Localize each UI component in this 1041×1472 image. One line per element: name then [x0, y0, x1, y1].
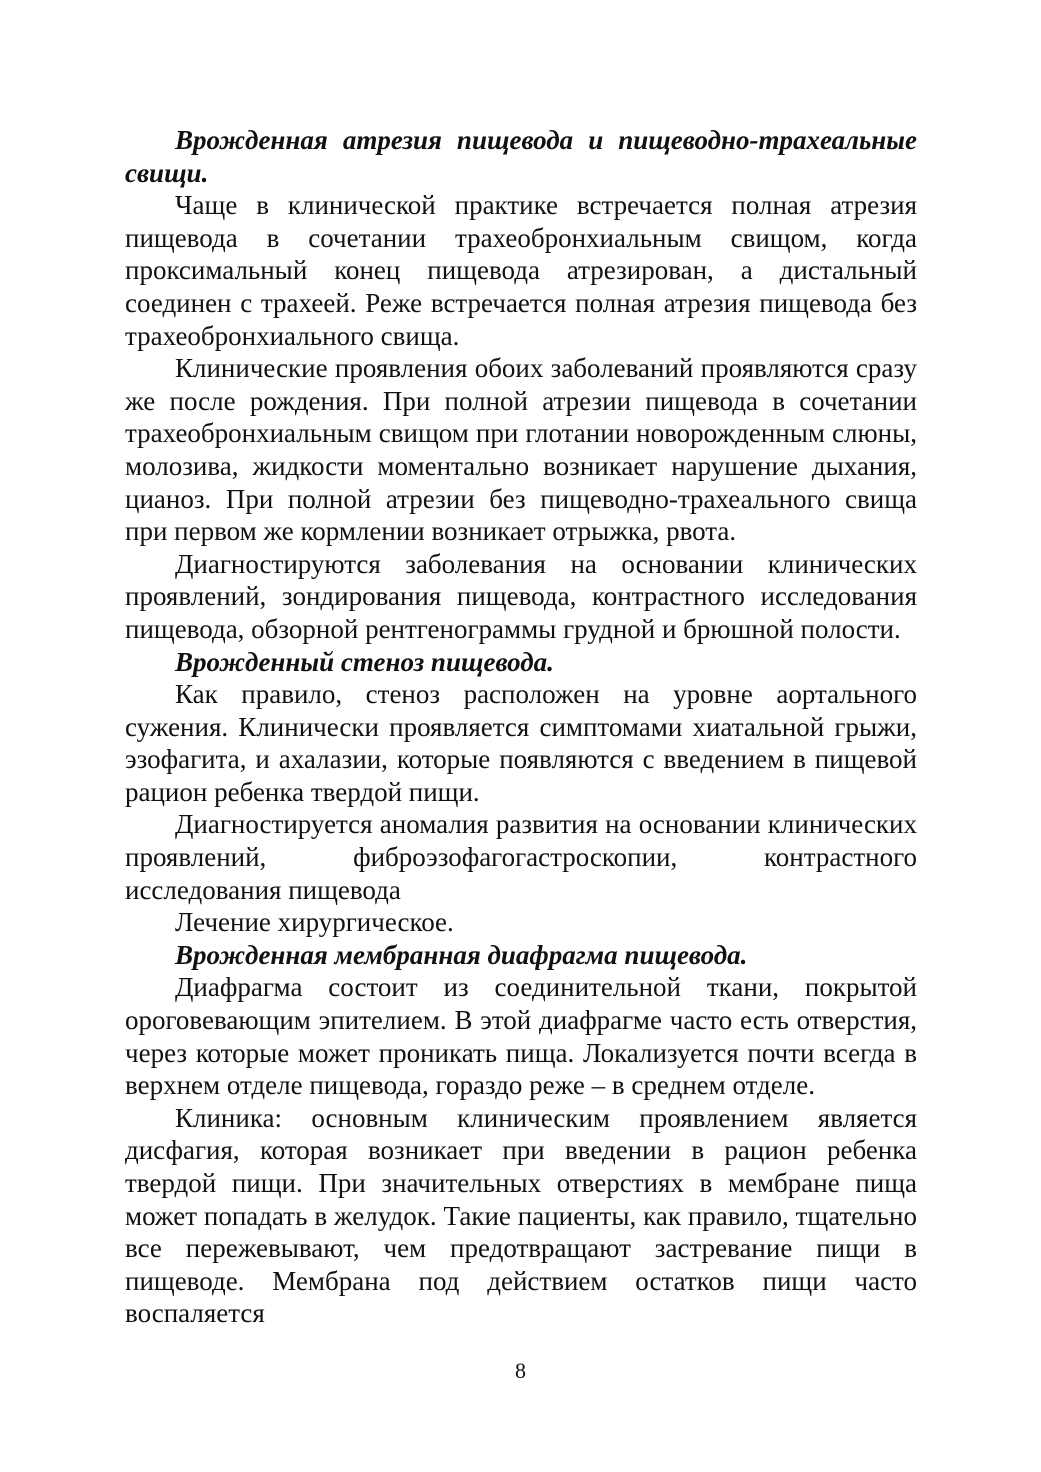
paragraph: Диафрагма состоит из соединительной ткани, покрытой ороговевающим эпителием. В этой диафрагме часто есть отверстия, через которые может проникать пища. Локализуется почти всегда в верхнем отделе пищевода, гораздо реже – в среднем отделе.	[125, 972, 917, 1101]
paragraph: Как правило, стеноз расположен на уровне аортального сужения. Клинически проявляется симптомами хиатальной грыжи, эзофагита, и ахалазии, которые появляются с введением в пищевой рацион ребенка твердой пищи.	[125, 679, 917, 807]
paragraph: Лечение хирургическое.	[175, 907, 454, 938]
paragraph: Диагностируется аномалия развития на основании клинических проявлений, фиброэзофагогастроскопии, контрастного исследования пищевода	[125, 809, 917, 905]
section-heading-stenosis: Врожденный стеноз пищевода.	[175, 646, 554, 677]
page-number: 8	[515, 1358, 526, 1383]
paragraph: Чаще в клинической практике встречается полная атрезия пищевода в сочетании трахеобронхиальным свищом, когда проксимальный конец пищевода атрезирован, а дистальный соединен с трахеей. Реже встречается полная атрезия пищевода без трахеобронхиального свища.	[125, 190, 917, 351]
paragraph: Клинические проявления обоих заболеваний проявляются сразу же после рождения. При полной атрезии пищевода в сочетании трахеобронхиальным свищом при глотании новорожденным слюны, молозива, жидкости моментально возникает нарушение дыхания, цианоз. При полной атрезии без пищеводно-трахеального свища при первом же кормлении возникает отрыжка, рвота.	[125, 353, 917, 547]
section-heading-atresia: Врожденная атрезия пищевода и пищеводно-трахеальные свищи.	[125, 125, 917, 188]
paragraph: Диагностируются заболевания на основании клинических проявлений, зондирования пищевода, контрастного исследования пищевода, обзорной рентгенограммы грудной и брюшной полости.	[125, 548, 917, 644]
page-body	[125, 124, 917, 1330]
section-heading-membrane: Врожденная мембранная диафрагма пищевода.	[175, 939, 748, 970]
paragraph: Клиника: основным клиническим проявлением является дисфагия, которая возникает при введении в рацион ребенка твердой пищи. При значительных отверстиях в мембране пища может попадать в желудок. Такие пациенты, как правило, тщательно все пережевывают, чем предотвращают застревание пищи в пищеводе. Мембрана под действием остатков пищи часто воспаляется	[125, 1102, 917, 1329]
